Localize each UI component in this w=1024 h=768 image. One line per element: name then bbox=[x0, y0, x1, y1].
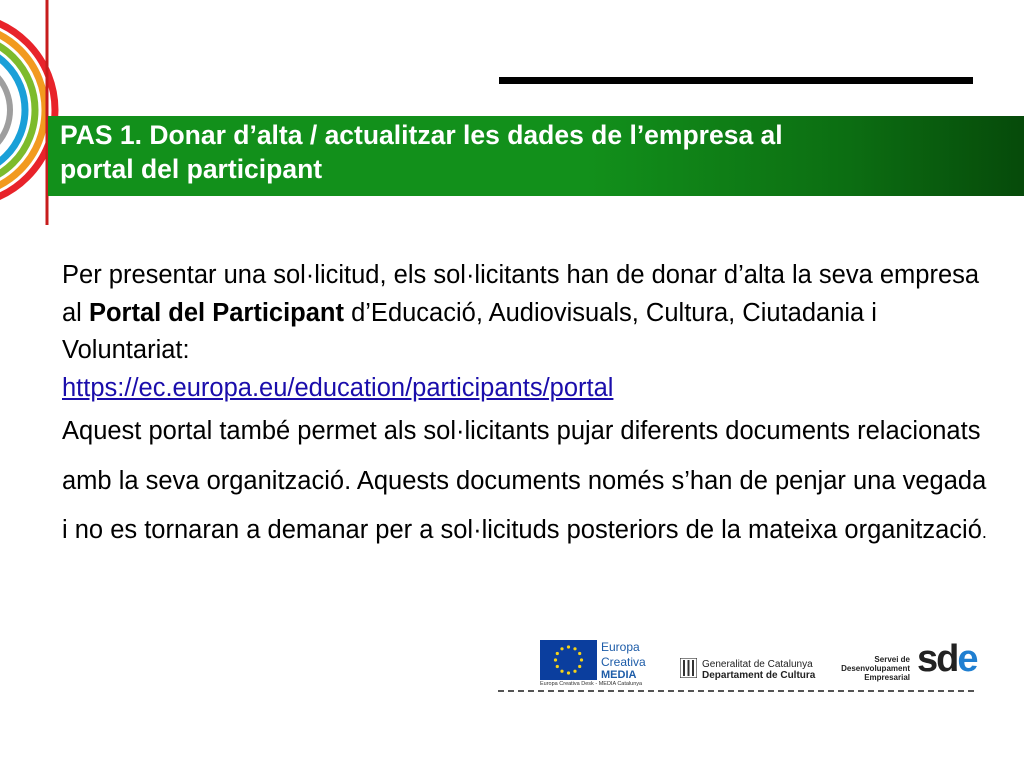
intro-text-continued: d’Educació, Audiovisuals, Cultura, Ciutadania i Voluntariat: bbox=[62, 298, 877, 364]
sde-servei-line3: Empresarial bbox=[864, 673, 910, 682]
departament-cultura: Departament de Cultura bbox=[702, 670, 816, 681]
intro-paragraph bbox=[62, 257, 992, 407]
portal-link[interactable]: https://ec.europa.eu/education/participants/portal bbox=[62, 373, 614, 402]
documents-paragraph bbox=[62, 407, 992, 558]
footer-dashed-rule bbox=[498, 690, 974, 692]
europa-creativa-line1: Europa bbox=[601, 640, 640, 654]
sde-servei-line2: Desenvolupament bbox=[841, 664, 910, 673]
sde-logo bbox=[917, 639, 977, 679]
eu-flag-logo bbox=[540, 640, 597, 680]
sde-logo-sd: sd bbox=[917, 638, 958, 680]
europa-creativa-line2: Creativa bbox=[601, 655, 646, 669]
generalitat-emblem-icon bbox=[680, 658, 697, 678]
sde-logo-e: e bbox=[957, 638, 977, 680]
slide-title-line2: portal del participant bbox=[60, 154, 323, 184]
top-decorative-rule bbox=[499, 77, 973, 84]
intro-text: Per presentar una sol·licitud, els sol·licitants han de donar d’alta la seva empresa al bbox=[62, 261, 980, 327]
slide-title bbox=[60, 118, 1010, 186]
europa-creativa-desk-caption: Europa Creativa Desk - MEDIA Catalunya bbox=[540, 681, 643, 687]
documents-text-end: . bbox=[981, 522, 987, 542]
documents-text: Aquest portal també permet als sol·licitants pujar diferents documents relacionats amb la seva organització. Aquests documents només s’han de penjar una vegada i no es tornaran a demanar per a sol·licituds posteriors de la mateixa organització bbox=[62, 417, 987, 544]
portal-name-bold: Portal del Participant bbox=[88, 298, 344, 327]
generalitat-name: Generalitat de Catalunya bbox=[702, 659, 813, 670]
europa-creativa-media: MEDIA bbox=[601, 669, 637, 681]
slide-title-line1: PAS 1. Donar d’alta / actualitzar les dades de l’empresa al bbox=[60, 120, 783, 150]
body-content bbox=[62, 257, 992, 558]
sde-servei-text bbox=[835, 655, 910, 682]
sde-servei-line1: Servei de bbox=[874, 655, 910, 664]
eu-stars-icon bbox=[540, 640, 597, 680]
